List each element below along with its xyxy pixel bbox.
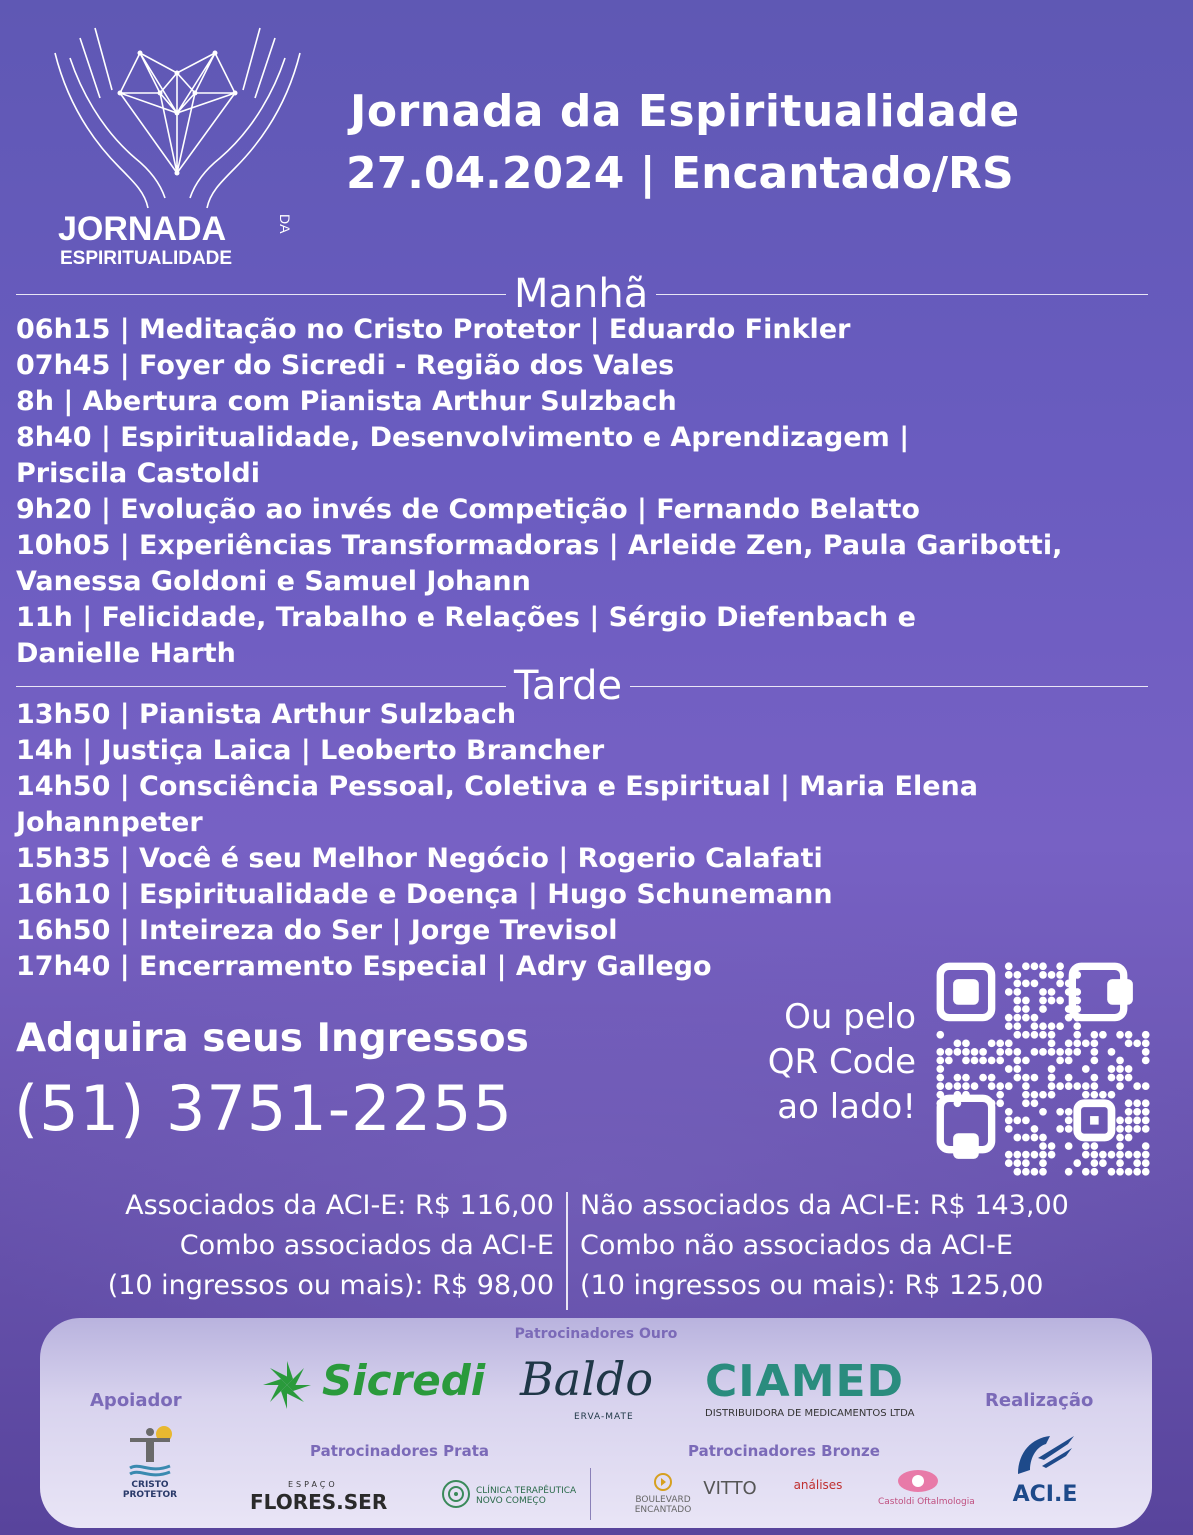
price-line: Não associados da ACI-E: R$ 143,00 xyxy=(580,1190,1069,1221)
qr-instructions: Ou pelo QR Code ao lado! xyxy=(767,997,916,1127)
sponsor-divider xyxy=(590,1468,591,1520)
price-line: Combo não associados da ACI-E xyxy=(580,1230,1013,1261)
organizer-label: Realização xyxy=(985,1390,1094,1411)
schedule-line: Johannpeter xyxy=(16,807,203,838)
schedule-line: 8h | Abertura com Pianista Arthur Sulzbach xyxy=(16,386,677,417)
schedule-line: 14h | Justiça Laica | Leoberto Brancher xyxy=(16,735,605,766)
afternoon-schedule xyxy=(16,697,1181,985)
supporter-label: Apoiador xyxy=(90,1390,182,1411)
mandala-icon xyxy=(440,1478,472,1510)
hands-diamond-icon xyxy=(40,18,315,273)
afternoon-heading: Tarde xyxy=(514,663,623,709)
schedule-line: 07h45 | Foyer do Sicredi - Região dos Vales xyxy=(16,350,675,381)
boulevard-icon xyxy=(653,1472,673,1492)
cristo-statue-icon xyxy=(126,1422,174,1478)
qr-code-icon xyxy=(936,962,1150,1176)
baldo-logo: Baldo ERVA-MATE xyxy=(520,1352,654,1422)
sicredi-flower-icon xyxy=(260,1358,314,1412)
schedule-line: 10h05 | Experiências Transformadoras | Arleide Zen, Paula Garibotti, xyxy=(16,530,1063,561)
schedule-line: 15h35 | Você é seu Melhor Negócio | Rogerio Calafati xyxy=(16,843,823,874)
aci-e-logo: ACI.E xyxy=(1000,1428,1090,1518)
price-line: Combo associados da ACI-E xyxy=(179,1230,554,1261)
schedule-line: Vanessa Goldoni e Samuel Johann xyxy=(16,566,531,597)
boulevard-encantado-logo: BOULEVARD ENCANTADO xyxy=(628,1472,698,1515)
phone-number[interactable]: (51) 3751-2255 xyxy=(14,1072,513,1145)
schedule-line: 14h50 | Consciência Pessoal, Coletiva e Espiritual | Maria Elena xyxy=(16,771,978,802)
cristo-protetor-logo: CRISTO PROTETOR xyxy=(110,1422,190,1514)
svg-text:DA: DA xyxy=(277,214,293,234)
non-member-prices xyxy=(580,1186,1180,1306)
morning-divider xyxy=(16,271,1148,317)
schedule-line: 06h15 | Meditação no Cristo Protetor | Eduardo Finkler xyxy=(16,314,851,345)
sponsors-panel: Patrocinadores Ouro Apoiador Realização Patrocinadores Prata Patrocinadores Bronze Sicredi Baldo ERVA-MATE CIAMED DISTRIBUIDORA DE MEDICAMENTOS LTDA CRISTO PROTETOR ACI.E ESPAÇO FLORES.SER CLÍNICA TERAPÊUTICA NOVO COMEÇO BOULEVARD ENCANTADO VITTO análises Castoldi Oftalmologia xyxy=(40,1318,1152,1528)
schedule-line: 16h50 | Inteireza do Ser | Jorge Trevisol xyxy=(16,915,618,946)
schedule-line: 17h40 | Encerramento Especial | Adry Gallego xyxy=(16,951,712,982)
schedule-line: 16h10 | Espiritualidade e Doença | Hugo Schunemann xyxy=(16,879,833,910)
bronze-sponsors-label: Patrocinadores Bronze xyxy=(688,1442,880,1460)
member-prices xyxy=(14,1186,554,1306)
analises-logo: análises xyxy=(793,1478,843,1492)
aci-wing-icon xyxy=(1010,1428,1080,1478)
morning-heading: Manhã xyxy=(514,271,649,317)
tickets-cta: Adquira seus Ingressos xyxy=(16,1016,529,1061)
morning-schedule xyxy=(16,312,1181,672)
schedule-line: 11h | Felicidade, Trabalho e Relações | Sérgio Diefenbach e xyxy=(16,602,916,633)
schedule-line: Priscila Castoldi xyxy=(16,458,260,489)
schedule-line: 9h20 | Evolução ao invés de Competição | Fernando Belatto xyxy=(16,494,920,525)
vitto-logo: VITTO xyxy=(703,1478,757,1499)
price-line: (10 ingressos ou mais): R$ 125,00 xyxy=(580,1270,1044,1301)
price-divider xyxy=(566,1192,568,1310)
gold-sponsors-label: Patrocinadores Ouro xyxy=(514,1326,678,1342)
event-date-place: 27.04.2024 | Encantado/RS xyxy=(346,148,1014,199)
svg-text:JORNADA: JORNADA xyxy=(58,210,227,248)
eye-icon xyxy=(896,1468,940,1494)
price-line: (10 ingressos ou mais): R$ 98,00 xyxy=(107,1270,554,1301)
price-line: Associados da ACI-E: R$ 116,00 xyxy=(125,1190,554,1221)
svg-text:ESPIRITUALIDADE: ESPIRITUALIDADE xyxy=(60,248,233,269)
schedule-line: 13h50 | Pianista Arthur Sulzbach xyxy=(16,699,517,730)
castoldi-logo: Castoldi Oftalmologia xyxy=(878,1468,958,1507)
silver-sponsors-label: Patrocinadores Prata xyxy=(310,1442,489,1460)
event-logo xyxy=(40,18,315,273)
event-title: Jornada da Espiritualidade xyxy=(350,86,1020,137)
schedule-line: Danielle Harth xyxy=(16,638,236,669)
qr-code[interactable] xyxy=(936,962,1150,1176)
schedule-line: 8h40 | Espiritualidade, Desenvolvimento e Aprendizagem | xyxy=(16,422,910,453)
